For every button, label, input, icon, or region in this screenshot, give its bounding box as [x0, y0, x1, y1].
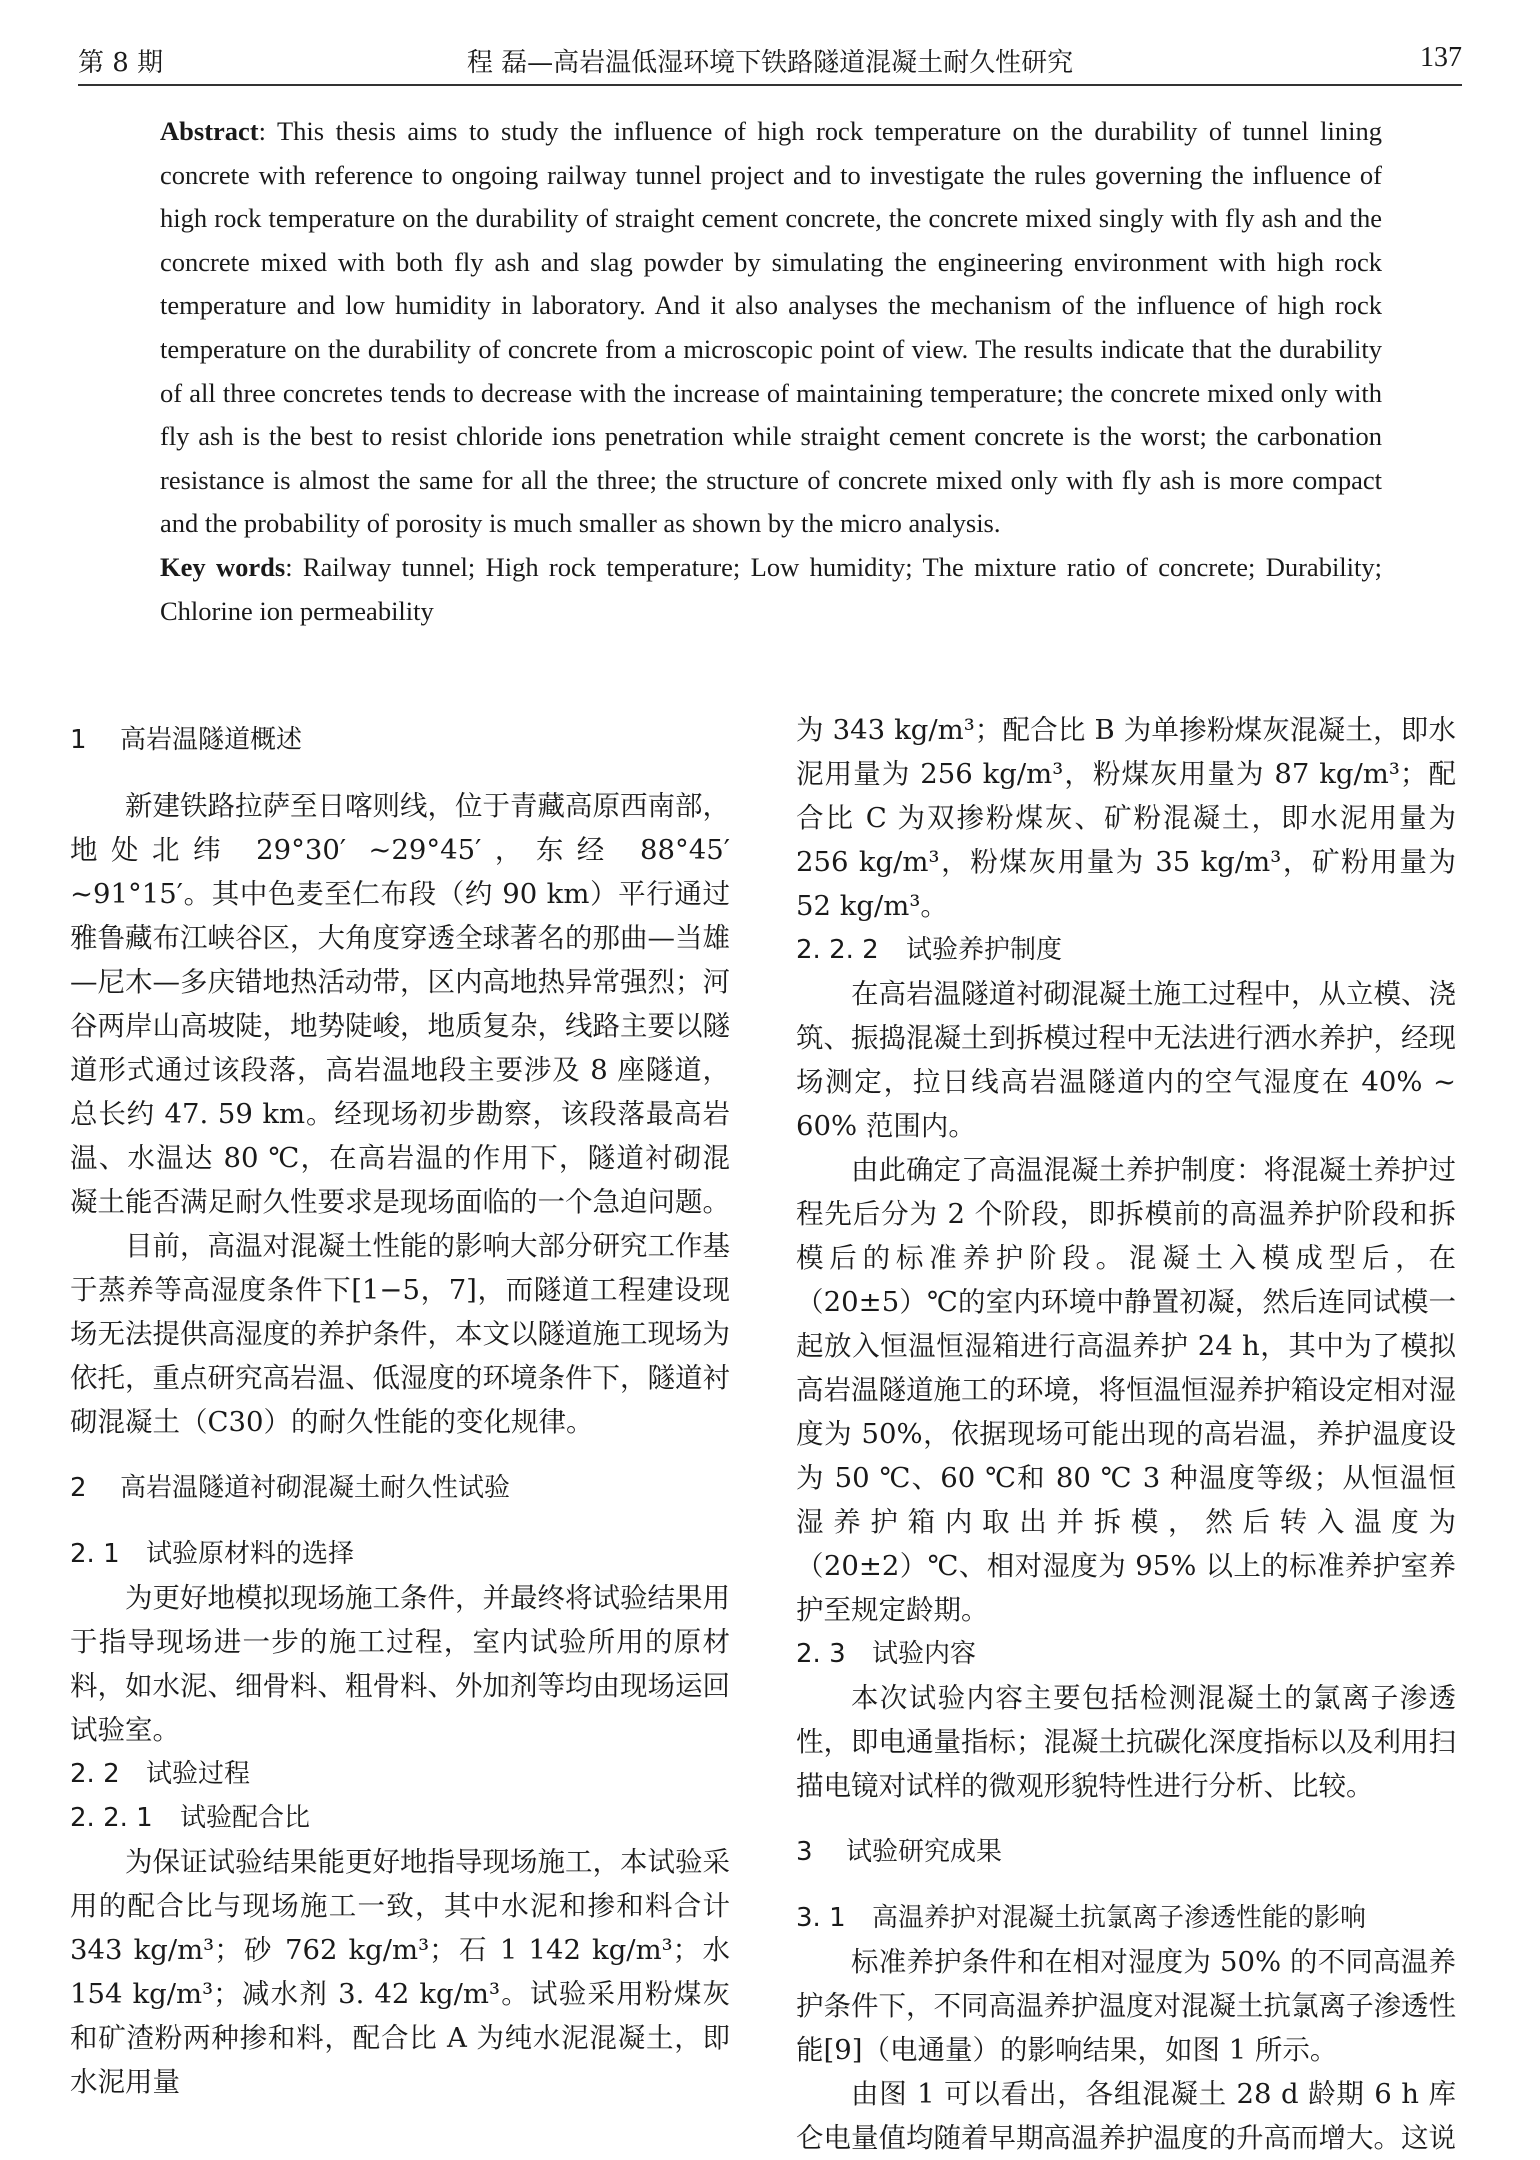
right-column — [796, 708, 1456, 2160]
page-header — [78, 38, 1462, 86]
keywords-label: Key words — [160, 551, 286, 582]
paragraph: 由此确定了高温混凝土养护制度：将混凝土养护过程先后分为 2 个阶段，即拆模前的高温养护阶段和拆模后的标准养护阶段。混凝土入模成型后，在（20±5）℃的室内环境中静置初凝，然后连同试模一起放入恒温恒湿箱进行高温养护 24 h，其中为了模拟高岩温隧道施工的环境，将恒温恒湿养护箱设定相对湿度为 50%，依据现场可能出现的高岩温，养护温度设为 50 ℃、60 ℃和 80 ℃ 3 种温度等级；从恒温恒湿养护箱内取出并拆模，然后转入温度为（20±2）℃、相对湿度为 95% 以上的标准养护室养护至规定龄期。 — [796, 1154, 1456, 1626]
section-3-heading: 3 试验研究成果 — [796, 1837, 1003, 1867]
abstract-label: Abstract — [160, 116, 259, 146]
keywords-text: : Railway tunnel; High rock temperature; Low humidity; The mixture ratio of concrete; Durability; Chlorine ion permeability — [160, 551, 1383, 626]
paragraph: 本次试验内容主要包括检测混凝土的氯离子渗透性，即电通量指标；混凝土抗碳化深度指标以及利用扫描电镜对试样的微观形貌特性进行分析、比较。 — [796, 1682, 1456, 1802]
section-2-2-heading: 2. 2 试验过程 — [70, 1759, 251, 1789]
section-2-2-2-heading: 2. 2. 2 试验养护制度 — [796, 935, 1063, 965]
page-number: 137 — [1420, 42, 1462, 73]
paragraph: 新建铁路拉萨至日喀则线，位于青藏高原西南部，地处北纬 29°30′ ~29°45′，东经 88°45′ ~91°15′。其中色麦至仁布段（约 90 km）平行通过雅鲁藏布江峡谷区，大角度穿透全球著名的那曲—当雄—尼木—多庆错地热活动带，区内高地热异常强烈；河谷两岸山高坡陡，地势陡峻，地质复杂，线路主要以隧道形式通过该段落，高岩温地段主要涉及 8 座隧道，总长约 47. 59 km。经现场初步勘察，该段落最高岩温、水温达 80 ℃，在高岩温的作用下，隧道衬砌混凝土能否满足耐久性要求是现场面临的一个急迫问题。 — [70, 790, 730, 1218]
paragraph: 为 343 kg/m³；配合比 B 为单掺粉煤灰混凝土，即水泥用量为 256 kg/m³，粉煤灰用量为 87 kg/m³；配合比 C 为双掺粉煤灰、矿粉混凝土，即水泥用量为 256 kg/m³，粉煤灰用量为 35 kg/m³，矿粉用量为 52 kg/m³。 — [796, 714, 1456, 922]
section-1-heading: 1 高岩温隧道概述 — [70, 725, 303, 755]
abstract-text: : This thesis aims to study the influence of high rock temperature on the durability of tunnel lining concrete with reference to ongoing railway tunnel project and to investigate the rules governing the influence of high rock temperature on the durability of straight cement concrete, the concrete mixed singly with fly ash and the concrete mixed with both fly ash and slag powder by simulating the engineering environment with high rock temperature and low humidity in laboratory. And it also analyses the mechanism of the influence of high rock temperature on the durability of concrete from a microscopic point of view. The results indicate that the durability of all three concretes tends to decrease with the increase of maintaining temperature; the concrete mixed only with fly ash is the best to resist chloride ions penetration while straight cement concrete is the worst; the carbonation resistance is almost the same for all the three; the structure of concrete mixed only with fly ash is more compact and the probability of porosity is much smaller as shown by the micro analysis. — [160, 116, 1382, 539]
section-2-2-1-heading: 2. 2. 1 试验配合比 — [70, 1803, 311, 1833]
section-3-1-heading: 3. 1 高温养护对混凝土抗氯离子渗透性能的影响 — [796, 1903, 1367, 1933]
section-2-heading: 2 高岩温隧道衬砌混凝土耐久性试验 — [70, 1473, 511, 1503]
paragraph: 为更好地模拟现场施工条件，并最终将试验结果用于指导现场进一步的施工过程，室内试验所用的原材料，如水泥、细骨料、粗骨料、外加剂等均由现场运回试验室。 — [70, 1582, 730, 1746]
issue-number: 第 8 期 — [78, 48, 164, 78]
paragraph: 为保证试验结果能更好地指导现场施工，本试验采用的配合比与现场施工一致，其中水泥和掺和料合计 343 kg/m³；砂 762 kg/m³；石 1 142 kg/m³；水 154 kg/m³；减水剂 3. 42 kg/m³。试验采用粉煤灰和矿渣粉两种掺和料，配合比 A 为纯水泥混凝土，即水泥用量 — [70, 1846, 730, 2098]
paragraph: 目前，高温对混凝土性能的影响大部分研究工作基于蒸养等高湿度条件下[1−5，7]，而隧道工程建设现场无法提供高湿度的养护条件，本文以隧道施工现场为依托，重点研究高岩温、低湿度的环境条件下，隧道衬砌混凝土（C30）的耐久性能的变化规律。 — [70, 1230, 730, 1438]
section-2-1-heading: 2. 1 试验原材料的选择 — [70, 1539, 355, 1569]
paragraph: 标准养护条件和在相对湿度为 50% 的不同高温养护条件下，不同高温养护温度对混凝土抗氯离子渗透性能[9]（电通量）的影响结果，如图 1 所示。 — [796, 1946, 1456, 2066]
keywords-paragraph — [160, 546, 1382, 633]
abstract-block — [160, 110, 1382, 633]
paragraph: 由图 1 可以看出，各组混凝土 28 d 龄期 6 h 库仑电量值均随着早期高温养护温度的升高而增大。这说 — [796, 2078, 1456, 2154]
abstract-paragraph — [160, 110, 1382, 546]
left-column — [70, 718, 730, 2104]
section-2-3-heading: 2. 3 试验内容 — [796, 1639, 977, 1669]
running-title: 程 磊—高岩温低湿环境下铁路隧道混凝土耐久性研究 — [466, 48, 1074, 78]
paragraph: 在高岩温隧道衬砌混凝土施工过程中，从立模、浇筑、振捣混凝土到拆模过程中无法进行洒水养护，经现场测定，拉日线高岩温隧道内的空气湿度在 40% ~ 60% 范围内。 — [796, 978, 1456, 1142]
